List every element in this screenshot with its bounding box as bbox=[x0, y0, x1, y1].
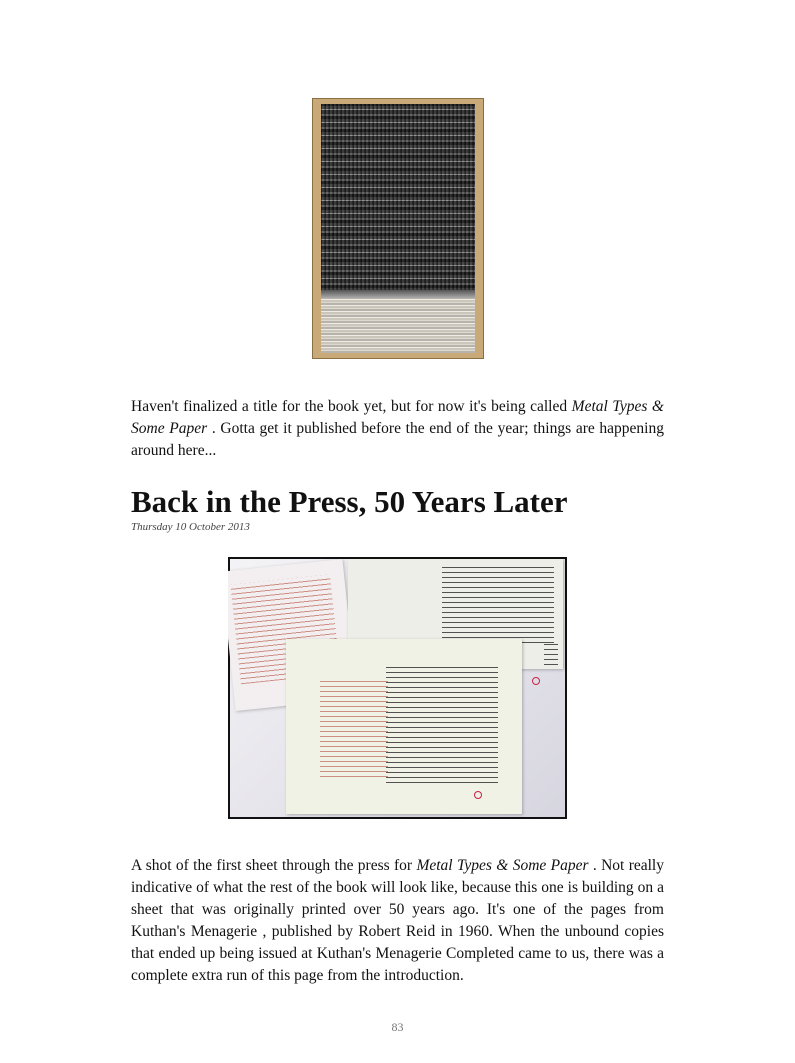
intro-paragraph bbox=[131, 396, 664, 462]
body-paragraph bbox=[131, 855, 664, 987]
book-title-italic: Metal Types & Some Paper bbox=[416, 857, 589, 874]
intro-text-start: Haven't finalized a title for the book yet, but for now it's being called bbox=[131, 398, 572, 415]
printer-mark bbox=[474, 791, 482, 799]
post-date: Thursday 10 October 2013 bbox=[131, 521, 250, 533]
body-text-start: A shot of the first sheet through the press for bbox=[131, 857, 417, 874]
intro-text-end: . Gotta get it published before the end of the year; things are happening around here... bbox=[131, 420, 664, 459]
body-text-end: . Not really indicative of what the rest of the book will look like, because this one is building on a sheet that was originally printed over 50 years ago. It's one of the pages from Kuthan's Menagerie , published by Robert Reid in 1960. When the unbound copies that ended up being issued at Kuthan's Menagerie Completed came to us, there was a complete extra run of this page from the introduction. bbox=[131, 857, 664, 984]
press-sheet-photo bbox=[228, 557, 567, 819]
printer-mark bbox=[532, 677, 540, 685]
book-title-italic: Metal Types & Some Paper bbox=[131, 398, 664, 437]
page-number: 83 bbox=[391, 1020, 404, 1034]
post-heading: Back in the Press, 50 Years Later bbox=[131, 484, 568, 519]
type-case-photo bbox=[312, 98, 484, 359]
first-press-sheet bbox=[286, 639, 522, 814]
type-slugs bbox=[321, 290, 475, 353]
